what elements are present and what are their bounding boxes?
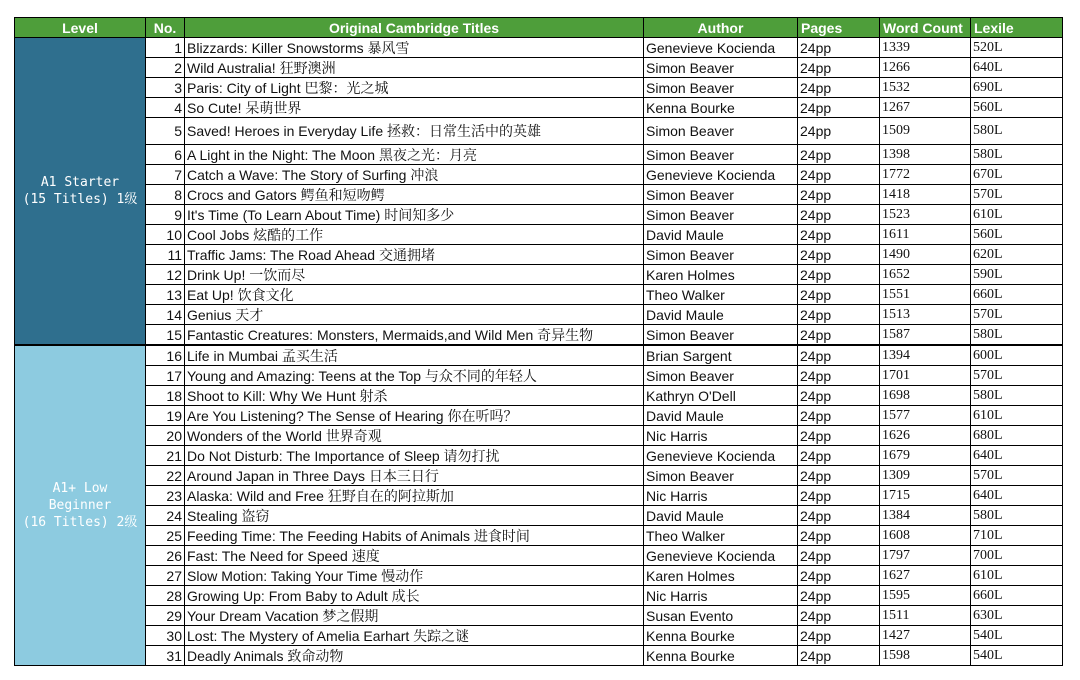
title-cell: Eat Up! 饮食文化	[185, 285, 644, 305]
table-row	[15, 345, 1063, 366]
lexile-cell: 680L	[971, 426, 1063, 446]
author-cell: Simon Beaver	[644, 366, 798, 386]
table-row	[15, 466, 1063, 486]
row-number-cell: 29	[146, 606, 185, 626]
row-number-cell: 7	[146, 165, 185, 185]
pages-cell: 24pp	[798, 526, 880, 546]
title-cell: Paris: City of Light 巴黎：光之城	[185, 78, 644, 98]
lexile-cell: 580L	[971, 506, 1063, 526]
lexile-cell: 570L	[971, 466, 1063, 486]
number-header: No.	[146, 18, 185, 38]
pages-cell: 24pp	[798, 466, 880, 486]
title-header: Original Cambridge Titles	[185, 18, 644, 38]
word-count-cell: 1523	[880, 205, 971, 225]
word-count-cell: 1339	[880, 38, 971, 58]
table-row	[15, 185, 1063, 205]
pages-cell: 24pp	[798, 406, 880, 426]
word-count-cell: 1309	[880, 466, 971, 486]
title-cell: Wonders of the World 世界奇观	[185, 426, 644, 446]
row-number-cell: 10	[146, 225, 185, 245]
title-cell: Catch a Wave: The Story of Surfing 冲浪	[185, 165, 644, 185]
title-cell: Lost: The Mystery of Amelia Earhart 失踪之谜	[185, 626, 644, 646]
lexile-cell: 660L	[971, 285, 1063, 305]
title-cell: Stealing 盗窃	[185, 506, 644, 526]
row-number-cell: 3	[146, 78, 185, 98]
lexile-cell: 700L	[971, 546, 1063, 566]
table-row	[15, 626, 1063, 646]
word-count-cell: 1611	[880, 225, 971, 245]
table-row	[15, 406, 1063, 426]
level-header: Level	[15, 18, 146, 38]
word-count-header: Word Count	[880, 18, 971, 38]
title-cell: Are You Listening? The Sense of Hearing 你在听吗？	[185, 406, 644, 426]
word-count-cell: 1384	[880, 506, 971, 526]
row-number-cell: 25	[146, 526, 185, 546]
pages-cell: 24pp	[798, 265, 880, 285]
row-number-cell: 1	[146, 38, 185, 58]
table-row	[15, 145, 1063, 165]
row-number-cell: 19	[146, 406, 185, 426]
author-cell: Simon Beaver	[644, 245, 798, 265]
table-row	[15, 606, 1063, 626]
author-cell: Simon Beaver	[644, 325, 798, 346]
reading-list-table-container	[14, 17, 1062, 666]
author-cell: Simon Beaver	[644, 58, 798, 78]
title-cell: Alaska: Wild and Free 狂野自在的阿拉斯加	[185, 486, 644, 506]
level-cell	[15, 345, 146, 666]
row-number-cell: 12	[146, 265, 185, 285]
row-number-cell: 21	[146, 446, 185, 466]
lexile-cell: 710L	[971, 526, 1063, 546]
lexile-cell: 590L	[971, 265, 1063, 285]
lexile-cell: 580L	[971, 118, 1063, 145]
table-row	[15, 386, 1063, 406]
title-cell: So Cute! 呆萌世界	[185, 98, 644, 118]
row-number-cell: 24	[146, 506, 185, 526]
pages-cell: 24pp	[798, 626, 880, 646]
pages-cell: 24pp	[798, 345, 880, 366]
title-cell: Growing Up: From Baby to Adult 成长	[185, 586, 644, 606]
lexile-cell: 640L	[971, 58, 1063, 78]
word-count-cell: 1626	[880, 426, 971, 446]
table-row	[15, 245, 1063, 265]
word-count-cell: 1511	[880, 606, 971, 626]
word-count-cell: 1608	[880, 526, 971, 546]
pages-cell: 24pp	[798, 546, 880, 566]
row-number-cell: 28	[146, 586, 185, 606]
title-cell: Shoot to Kill: Why We Hunt 射杀	[185, 386, 644, 406]
title-cell: Around Japan in Three Days 日本三日行	[185, 466, 644, 486]
table-row	[15, 118, 1063, 145]
table-row	[15, 546, 1063, 566]
word-count-cell: 1679	[880, 446, 971, 466]
pages-cell: 24pp	[798, 606, 880, 626]
row-number-cell: 26	[146, 546, 185, 566]
level-label-line: Beginner	[48, 498, 112, 513]
word-count-cell: 1394	[880, 345, 971, 366]
title-cell: Blizzards: Killer Snowstorms 暴风雪	[185, 38, 644, 58]
level-label-line: A1+ Low	[52, 481, 108, 496]
author-cell: David Maule	[644, 506, 798, 526]
table-row	[15, 646, 1063, 666]
lexile-cell: 610L	[971, 566, 1063, 586]
table-row	[15, 486, 1063, 506]
lexile-cell: 630L	[971, 606, 1063, 626]
author-cell: David Maule	[644, 225, 798, 245]
table-row	[15, 38, 1063, 58]
word-count-cell: 1587	[880, 325, 971, 346]
title-cell: Deadly Animals 致命动物	[185, 646, 644, 666]
author-cell: Kathryn O'Dell	[644, 386, 798, 406]
pages-cell: 24pp	[798, 58, 880, 78]
word-count-cell: 1595	[880, 586, 971, 606]
title-cell: Cool Jobs 炫酷的工作	[185, 225, 644, 245]
lexile-cell: 560L	[971, 225, 1063, 245]
pages-cell: 24pp	[798, 325, 880, 346]
lexile-cell: 580L	[971, 386, 1063, 406]
row-number-cell: 14	[146, 305, 185, 325]
pages-cell: 24pp	[798, 646, 880, 666]
row-number-cell: 4	[146, 98, 185, 118]
pages-cell: 24pp	[798, 165, 880, 185]
pages-cell: 24pp	[798, 78, 880, 98]
title-cell: Saved! Heroes in Everyday Life 拯救：日常生活中的英雄	[185, 118, 644, 145]
pages-cell: 24pp	[798, 225, 880, 245]
lexile-cell: 570L	[971, 185, 1063, 205]
row-number-cell: 22	[146, 466, 185, 486]
word-count-cell: 1266	[880, 58, 971, 78]
lexile-cell: 540L	[971, 646, 1063, 666]
row-number-cell: 11	[146, 245, 185, 265]
title-cell: Wild Australia! 狂野澳洲	[185, 58, 644, 78]
pages-cell: 24pp	[798, 285, 880, 305]
word-count-cell: 1490	[880, 245, 971, 265]
author-cell: Nic Harris	[644, 426, 798, 446]
author-cell: Genevieve Kocienda	[644, 546, 798, 566]
word-count-cell: 1627	[880, 566, 971, 586]
title-cell: Feeding Time: The Feeding Habits of Animals 进食时间	[185, 526, 644, 546]
table-row	[15, 165, 1063, 185]
word-count-cell: 1577	[880, 406, 971, 426]
author-cell: Kenna Bourke	[644, 98, 798, 118]
row-number-cell: 18	[146, 386, 185, 406]
table-row	[15, 305, 1063, 325]
row-number-cell: 20	[146, 426, 185, 446]
word-count-cell: 1427	[880, 626, 971, 646]
author-cell: Simon Beaver	[644, 145, 798, 165]
lexile-cell: 620L	[971, 245, 1063, 265]
lexile-cell: 690L	[971, 78, 1063, 98]
row-number-cell: 30	[146, 626, 185, 646]
title-cell: A Light in the Night: The Moon 黑夜之光：月亮	[185, 145, 644, 165]
table-row	[15, 98, 1063, 118]
pages-cell: 24pp	[798, 486, 880, 506]
lexile-cell: 570L	[971, 305, 1063, 325]
pages-cell: 24pp	[798, 118, 880, 145]
table-row	[15, 426, 1063, 446]
header-row	[15, 18, 1063, 38]
lexile-cell: 610L	[971, 205, 1063, 225]
title-cell: Do Not Disturb: The Importance of Sleep 请勿打扰	[185, 446, 644, 466]
level-label-line: (16 Titles) 2级	[22, 515, 138, 530]
author-cell: Karen Holmes	[644, 566, 798, 586]
author-cell: Simon Beaver	[644, 466, 798, 486]
level-label-line: A1 Starter	[40, 175, 120, 190]
author-cell: Genevieve Kocienda	[644, 446, 798, 466]
word-count-cell: 1598	[880, 646, 971, 666]
table-row	[15, 506, 1063, 526]
word-count-cell: 1652	[880, 265, 971, 285]
title-cell: Fast: The Need for Speed 速度	[185, 546, 644, 566]
table-row	[15, 78, 1063, 98]
pages-cell: 24pp	[798, 366, 880, 386]
word-count-cell: 1772	[880, 165, 971, 185]
title-cell: Young and Amazing: Teens at the Top 与众不同的年轻人	[185, 366, 644, 386]
reading-list-table	[14, 17, 1063, 666]
author-cell: Susan Evento	[644, 606, 798, 626]
author-cell: Kenna Bourke	[644, 626, 798, 646]
title-cell: It's Time (To Learn About Time) 时间知多少	[185, 205, 644, 225]
lexile-cell: 570L	[971, 366, 1063, 386]
row-number-cell: 2	[146, 58, 185, 78]
author-cell: David Maule	[644, 305, 798, 325]
word-count-cell: 1797	[880, 546, 971, 566]
word-count-cell: 1698	[880, 386, 971, 406]
table-row	[15, 58, 1063, 78]
table-row	[15, 205, 1063, 225]
pages-cell: 24pp	[798, 145, 880, 165]
row-number-cell: 16	[146, 345, 185, 366]
author-cell: Simon Beaver	[644, 205, 798, 225]
row-number-cell: 17	[146, 366, 185, 386]
table-row	[15, 586, 1063, 606]
author-cell: Simon Beaver	[644, 185, 798, 205]
title-cell: Traffic Jams: The Road Ahead 交通拥堵	[185, 245, 644, 265]
pages-cell: 24pp	[798, 245, 880, 265]
lexile-cell: 640L	[971, 446, 1063, 466]
title-cell: Genius 天才	[185, 305, 644, 325]
word-count-cell: 1398	[880, 145, 971, 165]
author-cell: Kenna Bourke	[644, 646, 798, 666]
row-number-cell: 15	[146, 325, 185, 346]
row-number-cell: 31	[146, 646, 185, 666]
lexile-cell: 520L	[971, 38, 1063, 58]
author-cell: Karen Holmes	[644, 265, 798, 285]
pages-cell: 24pp	[798, 38, 880, 58]
table-row	[15, 566, 1063, 586]
table-row	[15, 265, 1063, 285]
pages-cell: 24pp	[798, 98, 880, 118]
word-count-cell: 1267	[880, 98, 971, 118]
lexile-cell: 580L	[971, 325, 1063, 346]
level-label-line: (15 Titles) 1级	[22, 192, 138, 207]
lexile-header: Lexile	[971, 18, 1063, 38]
author-cell: David Maule	[644, 406, 798, 426]
lexile-cell: 600L	[971, 345, 1063, 366]
author-cell: Nic Harris	[644, 586, 798, 606]
table-row	[15, 366, 1063, 386]
word-count-cell: 1418	[880, 185, 971, 205]
row-number-cell: 5	[146, 118, 185, 145]
pages-cell: 24pp	[798, 566, 880, 586]
pages-header: Pages	[798, 18, 880, 38]
pages-cell: 24pp	[798, 205, 880, 225]
row-number-cell: 13	[146, 285, 185, 305]
table-body	[15, 38, 1063, 666]
title-cell: Fantastic Creatures: Monsters, Mermaids,and Wild Men 奇异生物	[185, 325, 644, 346]
table-row	[15, 285, 1063, 305]
row-number-cell: 27	[146, 566, 185, 586]
title-cell: Crocs and Gators 鳄鱼和短吻鳄	[185, 185, 644, 205]
row-number-cell: 9	[146, 205, 185, 225]
word-count-cell: 1509	[880, 118, 971, 145]
author-header: Author	[644, 18, 798, 38]
author-cell: Nic Harris	[644, 486, 798, 506]
table-row	[15, 526, 1063, 546]
table-row	[15, 446, 1063, 466]
pages-cell: 24pp	[798, 305, 880, 325]
lexile-cell: 560L	[971, 98, 1063, 118]
level-cell	[15, 38, 146, 346]
row-number-cell: 8	[146, 185, 185, 205]
author-cell: Theo Walker	[644, 285, 798, 305]
pages-cell: 24pp	[798, 426, 880, 446]
title-cell: Your Dream Vacation 梦之假期	[185, 606, 644, 626]
lexile-cell: 610L	[971, 406, 1063, 426]
pages-cell: 24pp	[798, 386, 880, 406]
lexile-cell: 670L	[971, 165, 1063, 185]
pages-cell: 24pp	[798, 506, 880, 526]
word-count-cell: 1551	[880, 285, 971, 305]
pages-cell: 24pp	[798, 586, 880, 606]
lexile-cell: 660L	[971, 586, 1063, 606]
title-cell: Drink Up! 一饮而尽	[185, 265, 644, 285]
author-cell: Theo Walker	[644, 526, 798, 546]
row-number-cell: 6	[146, 145, 185, 165]
table-row	[15, 225, 1063, 245]
lexile-cell: 540L	[971, 626, 1063, 646]
word-count-cell: 1532	[880, 78, 971, 98]
word-count-cell: 1513	[880, 305, 971, 325]
pages-cell: 24pp	[798, 446, 880, 466]
table-row	[15, 325, 1063, 346]
word-count-cell: 1701	[880, 366, 971, 386]
title-cell: Slow Motion: Taking Your Time 慢动作	[185, 566, 644, 586]
lexile-cell: 640L	[971, 486, 1063, 506]
pages-cell: 24pp	[798, 185, 880, 205]
lexile-cell: 580L	[971, 145, 1063, 165]
author-cell: Simon Beaver	[644, 118, 798, 145]
author-cell: Brian Sargent	[644, 345, 798, 366]
author-cell: Genevieve Kocienda	[644, 38, 798, 58]
word-count-cell: 1715	[880, 486, 971, 506]
title-cell: Life in Mumbai 孟买生活	[185, 345, 644, 366]
author-cell: Simon Beaver	[644, 78, 798, 98]
row-number-cell: 23	[146, 486, 185, 506]
author-cell: Genevieve Kocienda	[644, 165, 798, 185]
